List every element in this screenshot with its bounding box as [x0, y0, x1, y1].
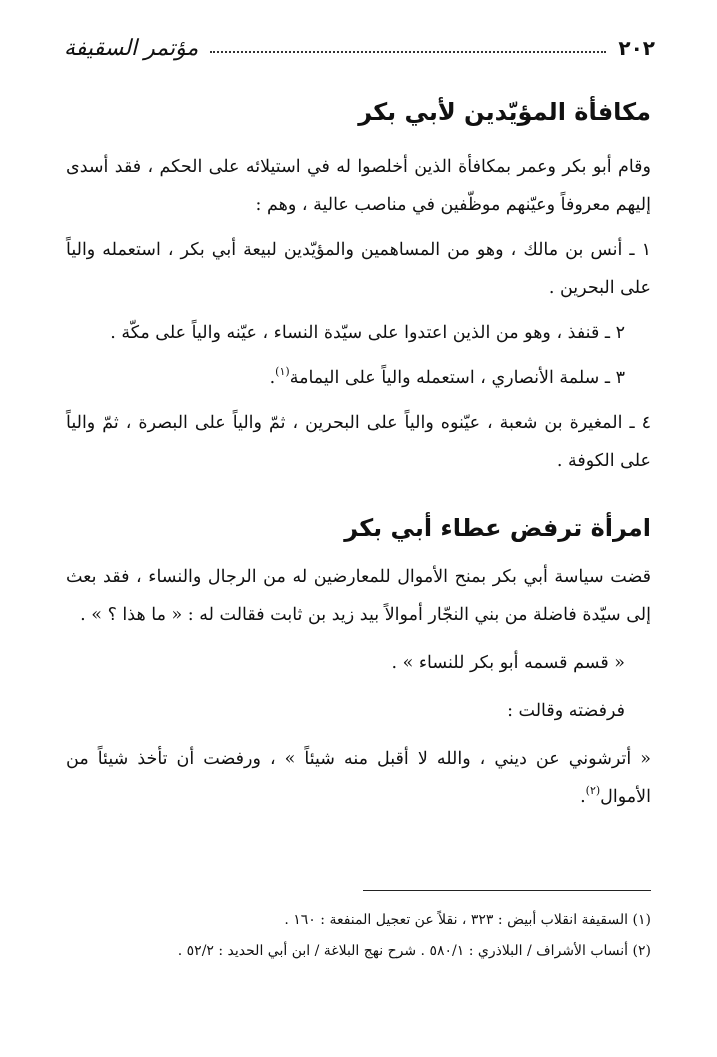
footnote-ref-2[interactable]: (٢) [585, 784, 601, 797]
section-heading-woman-refuses: امرأة ترفض عطاء أبي بكر [344, 514, 651, 542]
footnote-2: (٢) أنساب الأشراف / البلاذري : ٥٨٠/١ . شرح نهج البلاغة / ابن أبي الحديد : ٥٢/٢ . [177, 943, 651, 959]
footnote-1: (١) السقيفة انقلاب أبيض : ٣٢٣ ، نقلاً عن تعجيل المنفعة : ١٦٠ . [284, 912, 651, 928]
running-header [64, 28, 655, 68]
section2-paragraph: قضت سياسة أبي بكر بمنح الأموال للمعارضين له من الرجال والنساء ، فقد بعث إلى سيّدة فاضلة من بني النجّار أموالاً بيد زيد بن ثابت فقالت له : « ما هذا ؟ » . [66, 567, 651, 625]
quote-woman-refusal-text: « أترشوني عن ديني ، والله لا أقبل منه شيئاً » ، ورفضت أن تأخذ شيئاً من الأموال [66, 749, 651, 807]
list-item-salama-tail: . [269, 368, 276, 388]
footnotes [66, 905, 651, 967]
list-item-salama-text: ٣ ـ سلمة الأنصاري ، استعمله والياً على اليمامة [289, 368, 625, 388]
quote-woman-refusal-tail: . [580, 787, 586, 807]
section1-intro-paragraph: وقام أبو بكر وعمر بمكافأة الذين أخلصوا له في استيلائه على الحكم ، فقد أسدى إليهم معروفاً وعيّنهم موظّفين في مناصب عالية ، وهم : [66, 157, 651, 215]
footnote-separator [363, 890, 651, 891]
list-item-qunfudh: ٢ ـ قنفذ ، وهو من الذين اعتدوا على سيّدة النساء ، عيّنه والياً على مكّة . [110, 323, 625, 343]
list-item-mughira: ٤ ـ المغيرة بن شعبة ، عيّنوه والياً على البحرين ، ثمّ والياً على البصرة ، ثمّ والياً على الكوفة . [66, 413, 651, 471]
section-heading-rewarding-supporters: مكافأة المؤيّدين لأبي بكر [358, 98, 651, 126]
book-title: مؤتمر السقيفة [64, 35, 199, 61]
footnote-ref-1[interactable]: (١) [275, 365, 290, 378]
quote-abu-bakr-share: « قسم قسمه أبو بكر للنساء » . [391, 653, 625, 673]
header-dot-leader [210, 51, 606, 53]
page-number: ٢٠٢ [618, 36, 655, 60]
list-item-salama [66, 359, 651, 397]
refusal-line: فرفضته وقالت : [507, 701, 625, 721]
quote-woman-refusal [66, 740, 651, 816]
list-item-anas: ١ ـ أنس بن مالك ، وهو من المساهمين والمؤيّدين لبيعة أبي بكر ، استعمله والياً على البحرين . [66, 240, 651, 298]
page-body [66, 92, 651, 816]
